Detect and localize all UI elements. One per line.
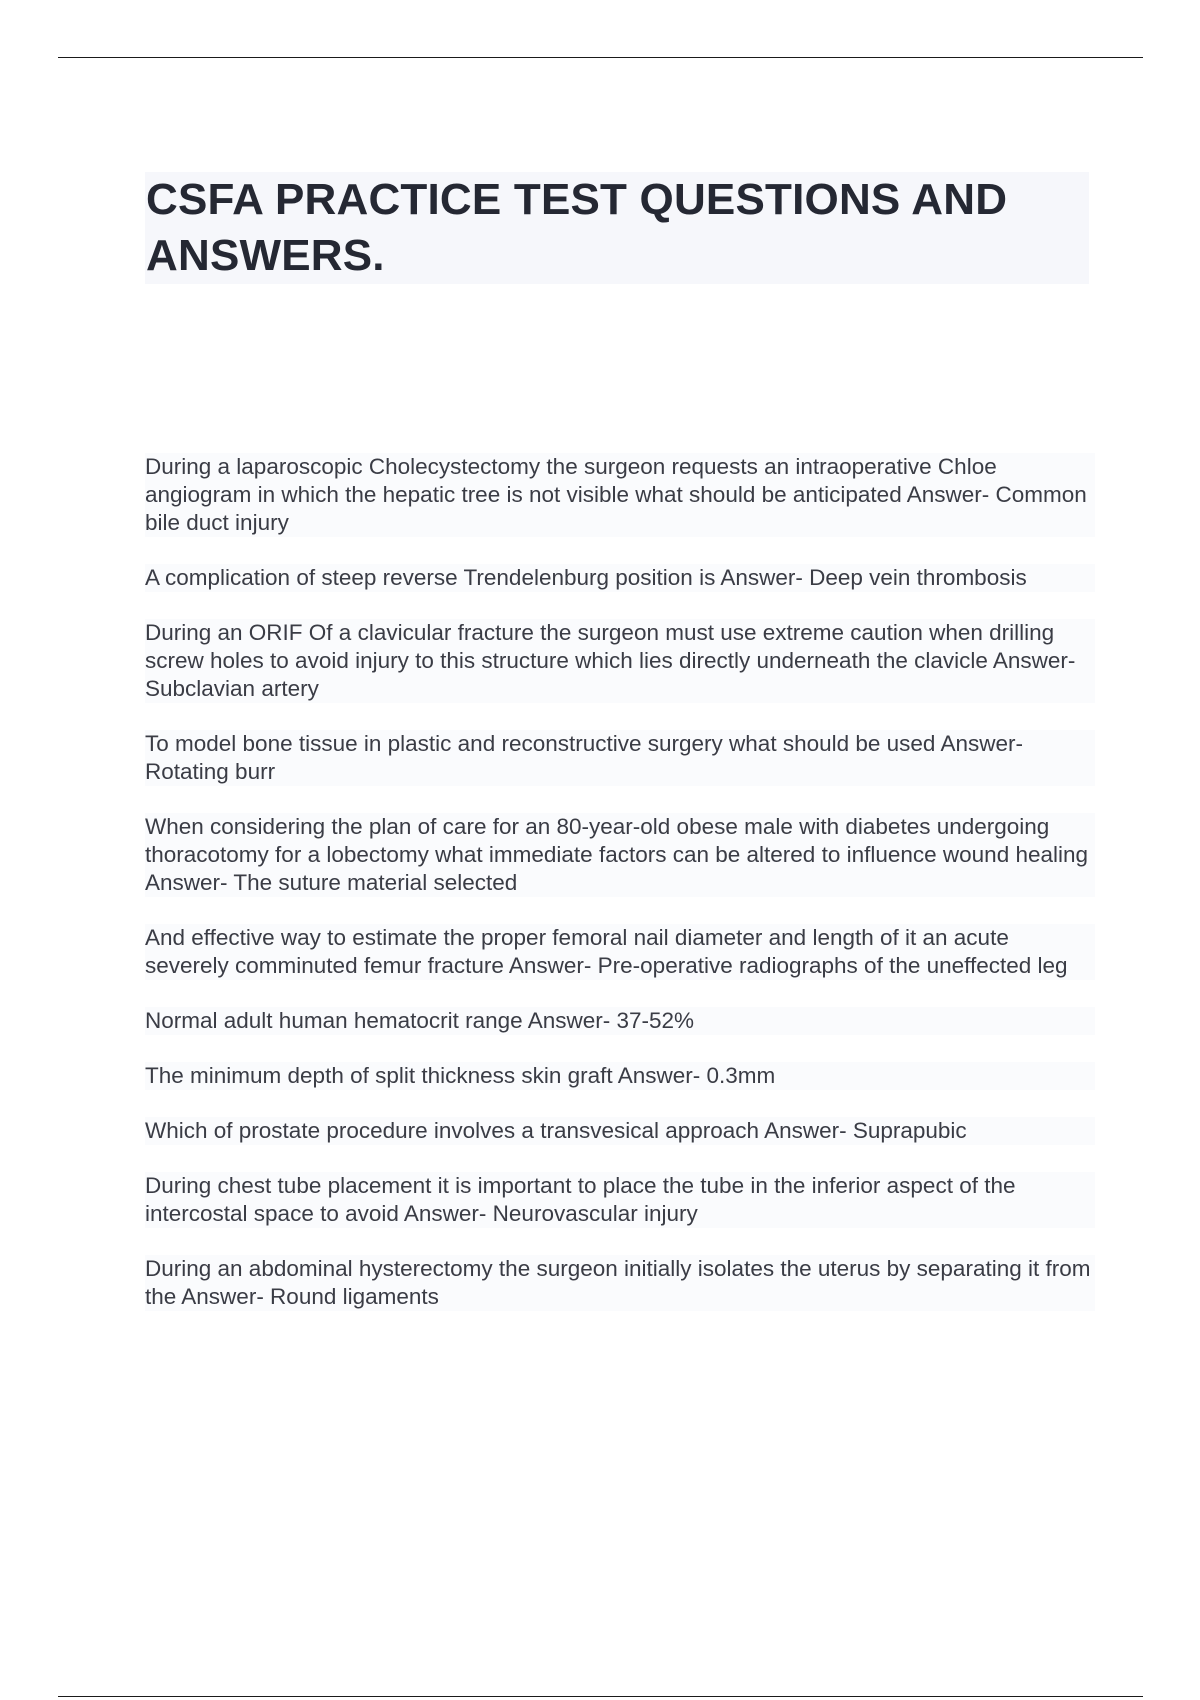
qa-item: Which of prostate procedure involves a transvesical approach Answer- Suprapubic: [145, 1117, 1095, 1145]
qa-item: And effective way to estimate the proper femoral nail diameter and length of it an acute severely comminuted femur fracture Answer- Pre-operative radiographs of the uneffected leg: [145, 924, 1095, 980]
qa-item: During a laparoscopic Cholecystectomy the surgeon requests an intraoperative Chloe angiogram in which the hepatic tree is not visible what should be anticipated Answer- Common bile duct injury: [145, 453, 1095, 537]
document-title: CSFA PRACTICE TEST QUESTIONS AND ANSWERS.: [146, 175, 1008, 280]
qa-item: When considering the plan of care for an 80-year-old obese male with diabetes undergoing thoracotomy for a lobectomy what immediate factors can be altered to influence wound healing Answer- The suture material selected: [145, 813, 1095, 897]
qa-item: A complication of steep reverse Trendelenburg position is Answer- Deep vein thrombosis: [145, 564, 1095, 592]
bottom-divider: [58, 1696, 1143, 1697]
qa-item: During an ORIF Of a clavicular fracture the surgeon must use extreme caution when drilling screw holes to avoid injury to this structure which lies directly underneath the clavicle Answer- Subclavian artery: [145, 619, 1095, 703]
qa-item: During an abdominal hysterectomy the surgeon initially isolates the uterus by separating it from the Answer- Round ligaments: [145, 1255, 1095, 1311]
qa-item: During chest tube placement it is important to place the tube in the inferior aspect of the intercostal space to avoid Answer- Neurovascular injury: [145, 1172, 1095, 1228]
title-block: [145, 172, 1089, 284]
top-divider: [58, 57, 1143, 58]
qa-list: [145, 453, 1095, 1338]
qa-item: Normal adult human hematocrit range Answer- 37-52%: [145, 1007, 1095, 1035]
qa-item: To model bone tissue in plastic and reconstructive surgery what should be used Answer- Rotating burr: [145, 730, 1095, 786]
qa-item: The minimum depth of split thickness skin graft Answer- 0.3mm: [145, 1062, 1095, 1090]
